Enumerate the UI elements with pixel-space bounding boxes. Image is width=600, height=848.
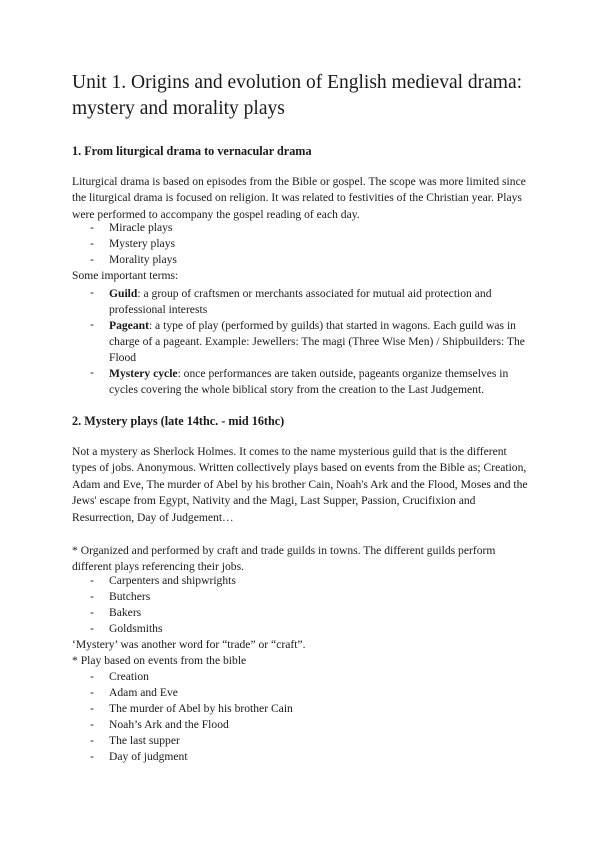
- list-dash: -: [90, 590, 94, 603]
- section2-paragraph: Not a mystery as Sherlock Holmes. It comes to the name mysterious guild that is the different types of jobs. Anonymous. Written collectively plays based on events from the Bible as; Creation, Adam and Eve, The murder of Abel by his brother Cain, Noah's Ark and the Flood, Moses and the Jews' escape from Egypt, Nativity and the Magi, Last Supper, Passion, Crucifixion and Resurrection, Day of Judgement…: [72, 445, 528, 524]
- list-item-carpenters: Carpenters and shipwrights: [109, 574, 236, 587]
- term-label: Pageant: [109, 319, 149, 332]
- list-dash: -: [90, 237, 94, 250]
- term-definition: : a group of craftsmen or merchants associated for mutual aid protection and professional interests: [109, 287, 492, 316]
- list-item-morality-plays: Morality plays: [109, 253, 177, 266]
- list-dash: -: [90, 253, 94, 266]
- list-dash: -: [90, 318, 94, 331]
- term-guild: [109, 286, 529, 318]
- term-pageant: [109, 318, 529, 366]
- list-dash: -: [90, 718, 94, 731]
- list-dash: -: [90, 622, 94, 635]
- terms-intro: Some important terms:: [72, 269, 179, 282]
- term-mystery-cycle: [109, 366, 529, 398]
- list-item-goldsmiths: Goldsmiths: [109, 622, 163, 635]
- list-item-adam-and-eve: Adam and Eve: [109, 686, 178, 699]
- list-dash: -: [90, 670, 94, 683]
- term-definition: : a type of play (performed by guilds) that started in wagons. Each guild was in charge of a pageant. Example: Jewellers: The magi (Three Wise Men) / Shipbuilders: The Flood: [109, 319, 525, 364]
- list-item-day-of-judgment: Day of judgment: [109, 750, 188, 763]
- section1-paragraph: Liturgical drama is based on episodes from the Bible or gospel. The scope was more limited since the liturgical drama is focused on religion. It was related to festivities of the Christian year. Plays were performed to accompany the gospel reading of each day.: [72, 175, 526, 221]
- list-item-mystery-plays: Mystery plays: [109, 237, 176, 250]
- list-dash: -: [90, 366, 94, 379]
- list-dash: -: [90, 286, 94, 299]
- list-item-miracle-plays: Miracle plays: [109, 221, 173, 234]
- list-dash: -: [90, 574, 94, 587]
- list-dash: -: [90, 750, 94, 763]
- list-item-last-supper: The last supper: [109, 734, 180, 747]
- mystery-note: ‘Mystery’ was another word for “trade” or “craft”.: [72, 638, 306, 651]
- section1-heading: 1. From liturgical drama to vernacular drama: [72, 144, 312, 158]
- list-item-butchers: Butchers: [109, 590, 151, 603]
- list-dash: -: [90, 686, 94, 699]
- list-dash: -: [90, 606, 94, 619]
- term-definition: : once performances are taken outside, pageants organize themselves in cycles covering the whole biblical story from the creation to the Last Judgement.: [109, 367, 509, 396]
- list-item-noahs-ark: Noah’s Ark and the Flood: [109, 718, 229, 731]
- term-label: Mystery cycle: [109, 367, 178, 380]
- list-dash: -: [90, 734, 94, 747]
- list-item-bakers: Bakers: [109, 606, 142, 619]
- list-dash: -: [90, 702, 94, 715]
- term-label: Guild: [109, 287, 138, 300]
- guilds-intro: * Organized and performed by craft and trade guilds in towns. The different guilds perform different plays referencing their jobs.: [72, 544, 496, 574]
- list-item-creation: Creation: [109, 670, 149, 683]
- section2-heading: 2. Mystery plays (late 14thc. - mid 16thc): [72, 414, 285, 428]
- events-intro: * Play based on events from the bible: [72, 654, 247, 667]
- list-item-murder-of-abel: The murder of Abel by his brother Cain: [109, 702, 293, 715]
- document-title: Unit 1. Origins and evolution of English medieval drama: mystery and morality plays: [72, 72, 523, 119]
- list-dash: -: [90, 221, 94, 234]
